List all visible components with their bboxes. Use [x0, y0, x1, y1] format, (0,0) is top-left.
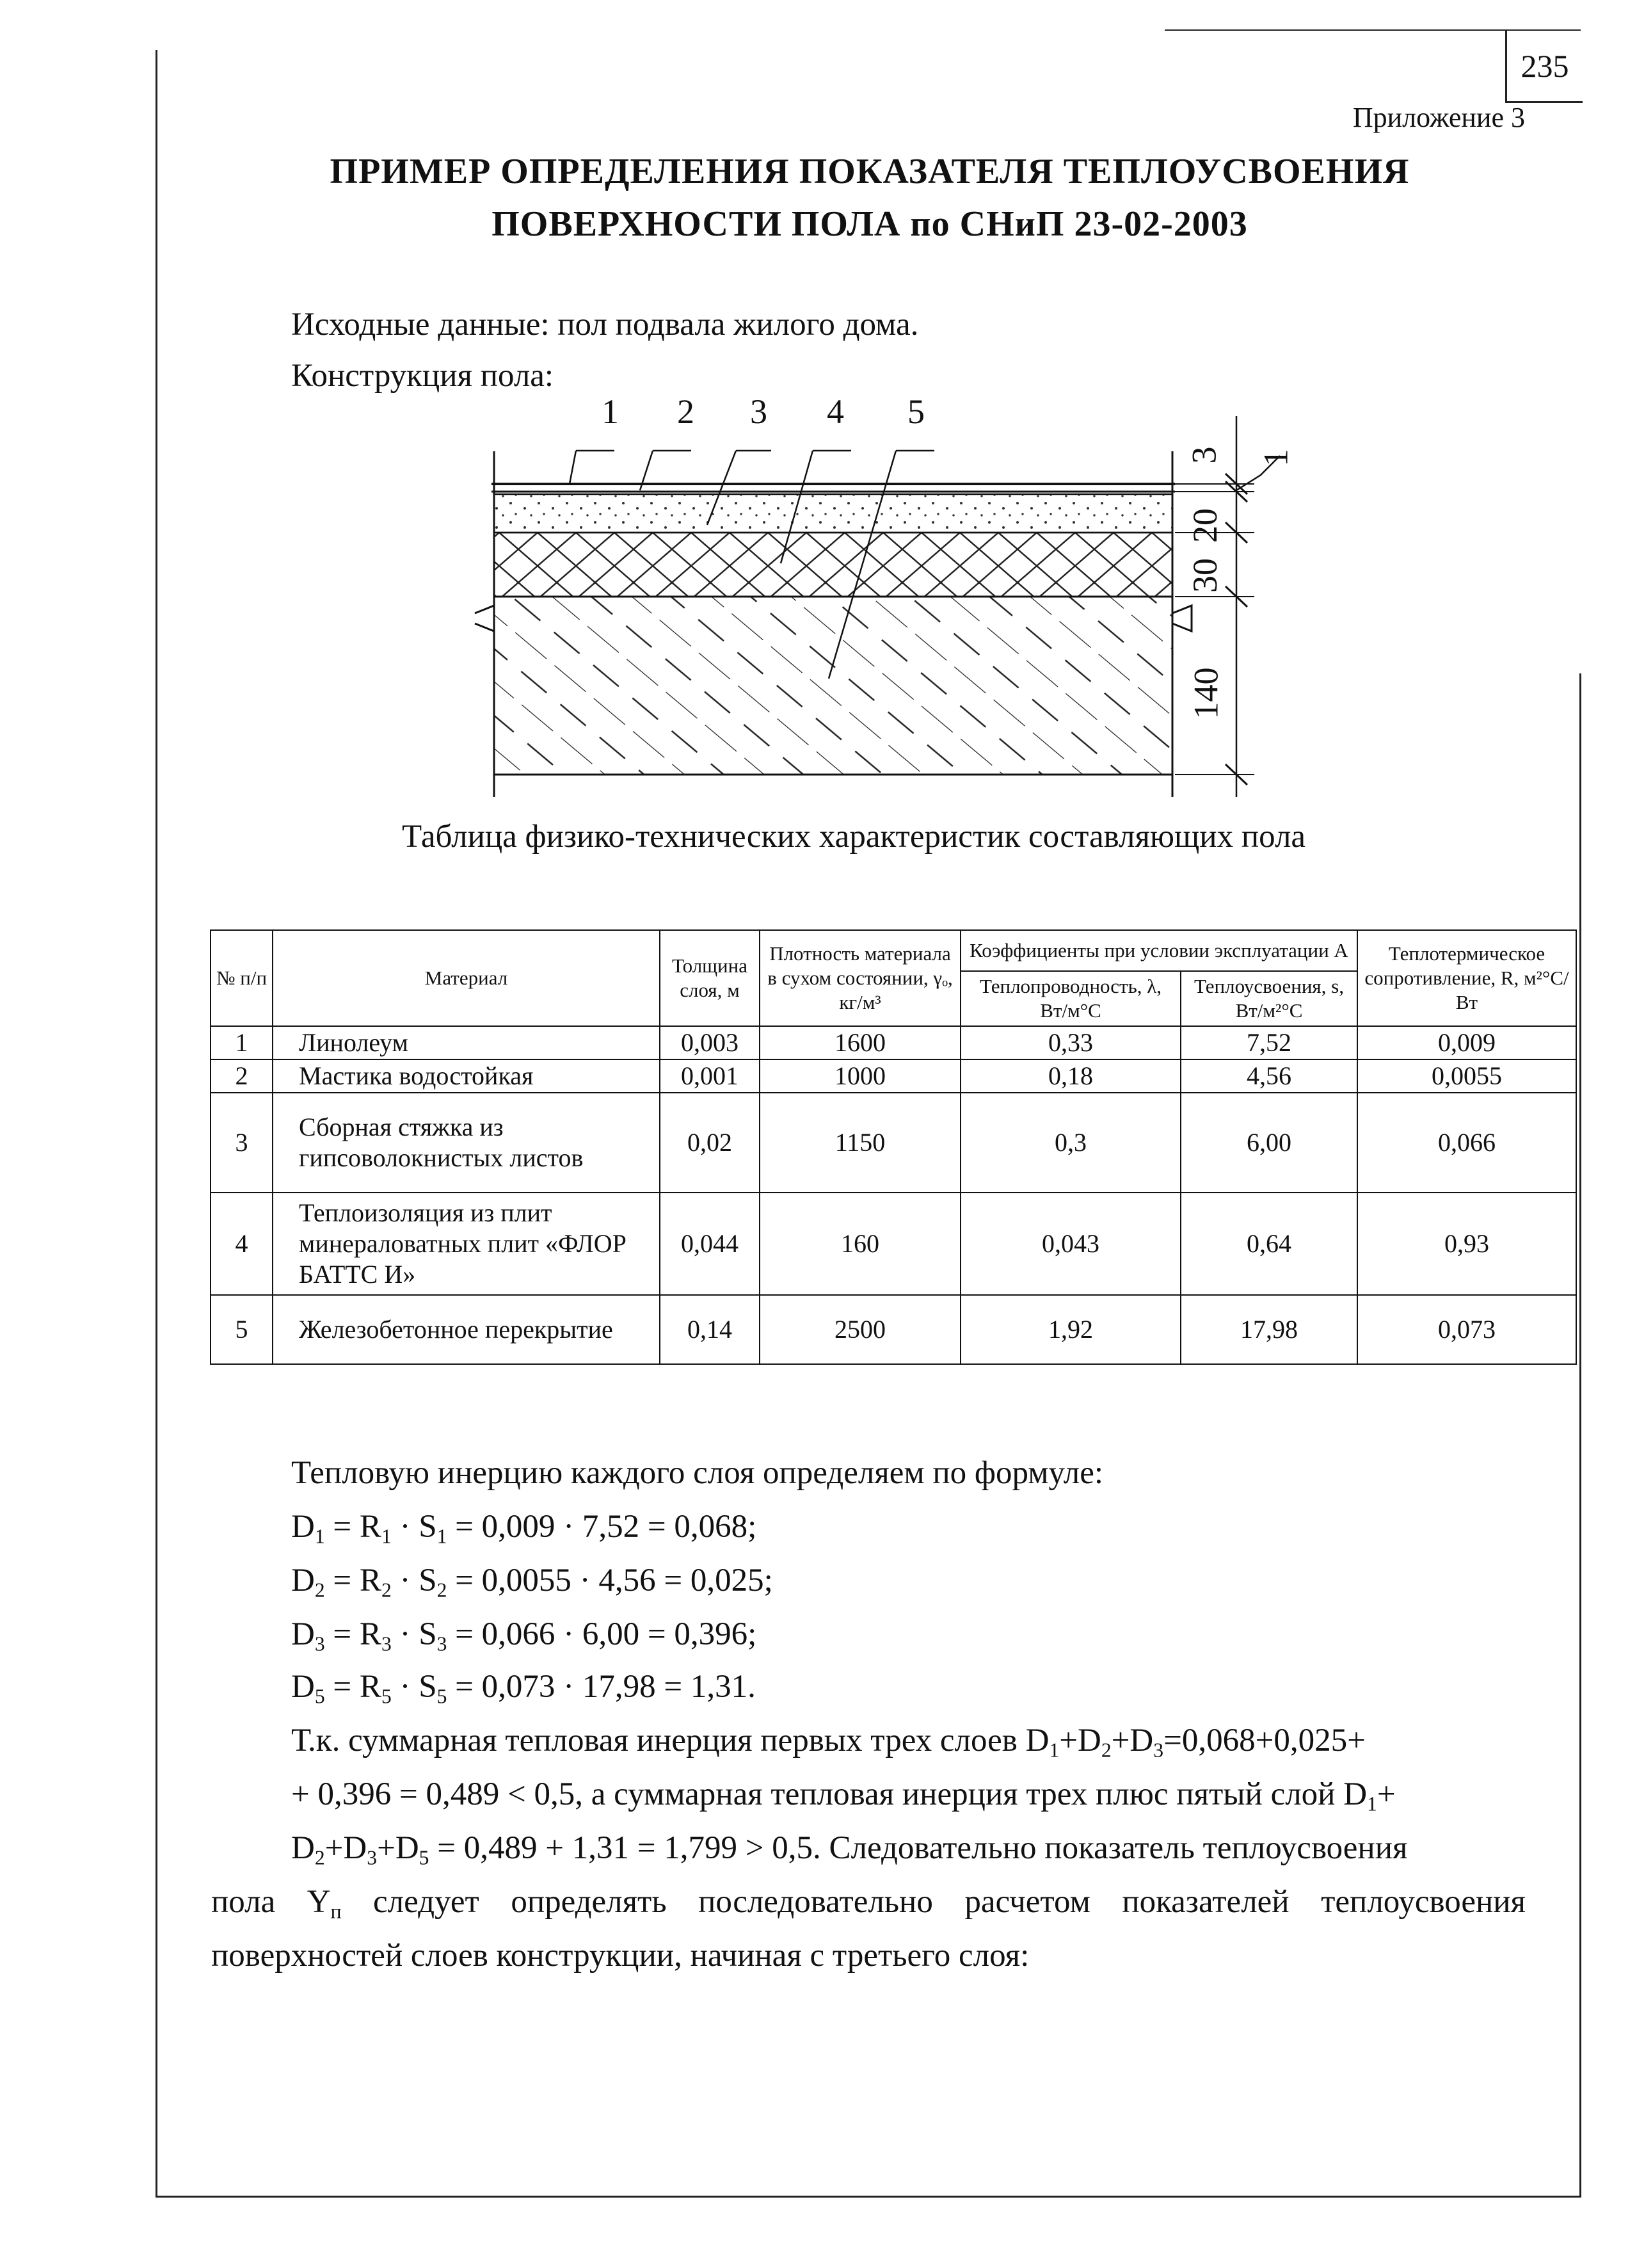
sum-line-1: Т.к. суммарная тепловая инерция первых трех слоев $D_1+D_2+D_3=0,068+0,025+$	[291, 1723, 1366, 1762]
table-row	[211, 1193, 1576, 1295]
cell-lambda: 0,043	[961, 1193, 1181, 1295]
initial-data-text: Исходные данные: пол подвала жилого дома.	[291, 307, 919, 342]
cell-thickness: 0,14	[660, 1295, 760, 1364]
header-resistance: Теплотермическое сопротивление, R, м²°С/Вт	[1357, 930, 1576, 1026]
cell-thickness: 0,044	[660, 1193, 760, 1295]
cell-s: 4,56	[1181, 1059, 1357, 1093]
cell-r: 0,009	[1357, 1026, 1576, 1059]
formula-d1: $D_1 = R_1 \cdot S_1 = 0,009 \cdot 7,52 = 0,068$;	[291, 1509, 757, 1548]
table-row	[211, 1295, 1576, 1364]
layer-label-2: 2	[677, 392, 694, 431]
screed-layer	[494, 494, 1172, 533]
table-row	[211, 1093, 1576, 1193]
floor-construction-diagram	[0, 0, 1637, 832]
construction-label: Конструкция пола:	[291, 358, 554, 394]
dimension-label-140: 140	[1186, 667, 1226, 720]
formula-d5: $D_5 = R_5 \cdot S_5 = 0,073 \cdot 17,98 = 1,31$.	[291, 1669, 756, 1708]
cell-density: 1150	[760, 1093, 961, 1193]
cell-material: Железобетонное перекрытие	[273, 1295, 660, 1364]
page-frame-bottom	[156, 2196, 1581, 2198]
cell-s: 0,64	[1181, 1193, 1357, 1295]
cell-material: Сборная стяжка из гипсоволокнистых листов	[273, 1093, 660, 1193]
layer-label-1: 1	[602, 392, 619, 431]
cell-r: 0,0055	[1357, 1059, 1576, 1093]
cell-density: 160	[760, 1193, 961, 1295]
cell-r: 0,073	[1357, 1295, 1576, 1364]
table-row	[211, 1026, 1576, 1059]
layer-label-3: 3	[750, 392, 767, 431]
cell-lambda: 0,18	[961, 1059, 1181, 1093]
sum-line-3: $D_2+D_3+D_5 = 0,489 + 1,31 = 1,799 > 0,5$. Следовательно показатель теплоусвоения	[291, 1830, 1408, 1869]
formula-d3: $D_3 = R_3 \cdot S_3 = 0,066 \cdot 6,00 = 0,396$;	[291, 1616, 757, 1655]
page-title-line2: ПОВЕРХНОСТИ ПОЛА по СНиП 23-02-2003	[491, 204, 1248, 244]
dimension-label-3: 3	[1185, 446, 1224, 464]
cell-material: Линолеум	[273, 1026, 660, 1059]
header-absorption: Теплоусвоения, s, Вт/м²°С	[1181, 971, 1357, 1026]
cell-density: 2500	[760, 1295, 961, 1364]
cell-lambda: 0,33	[961, 1026, 1181, 1059]
cell-s: 6,00	[1181, 1093, 1357, 1193]
page-title-line1: ПРИМЕР ОПРЕДЕЛЕНИЯ ПОКАЗАТЕЛЯ ТЕПЛОУСВОЕНИЯ	[330, 152, 1410, 191]
page-number: 235	[1505, 31, 1583, 103]
cell-r: 0,93	[1357, 1193, 1576, 1295]
cell-num: 2	[211, 1059, 273, 1093]
cell-thickness: 0,02	[660, 1093, 760, 1193]
layer-label-5: 5	[907, 392, 925, 431]
cell-density: 1000	[760, 1059, 961, 1093]
cell-num: 3	[211, 1093, 273, 1193]
header-material: Материал	[273, 930, 660, 1026]
cell-num: 5	[211, 1295, 273, 1364]
page-frame-right	[1579, 673, 1581, 2198]
cell-thickness: 0,003	[660, 1026, 760, 1059]
material-properties-table	[210, 929, 1577, 1365]
dimension-label-1: 1	[1256, 449, 1295, 467]
appendix-label: Приложение 3	[1352, 102, 1525, 133]
sum-line-2: + 0,396 = 0,489 < 0,5, а суммарная тепловая инерция трех плюс пятый слой $D_1+$	[291, 1776, 1396, 1815]
cell-material: Теплоизоляция из плит минераловатных плит «ФЛОР БАТТС И»	[273, 1193, 660, 1295]
insulation-layer	[494, 533, 1172, 597]
sum-line-5: поверхностей слоев конструкции, начиная с третьего слоя:	[211, 1938, 1030, 1974]
cell-material: Мастика водостойкая	[273, 1059, 660, 1093]
formula-intro: Тепловую инерцию каждого слоя определяем по формуле:	[291, 1455, 1103, 1491]
cell-s: 7,52	[1181, 1026, 1357, 1059]
header-thickness: Толщина слоя, м	[660, 930, 760, 1026]
table-row	[211, 1059, 1576, 1093]
cell-s: 17,98	[1181, 1295, 1357, 1364]
dimension-label-20: 20	[1186, 508, 1224, 543]
header-num: № п/п	[211, 930, 273, 1026]
header-density: Плотность материала в сухом состоянии, γₒ, кг/м³	[760, 930, 961, 1026]
cell-num: 4	[211, 1193, 273, 1295]
sum-line-4: пола $Y_п$ следует определять последовательно расчетом показателей теплоусвоения	[211, 1884, 1526, 1923]
cell-thickness: 0,001	[660, 1059, 760, 1093]
header-coefficients: Коэффициенты при условии эксплуатации А	[961, 930, 1357, 971]
formula-d2: $D_2 = R_2 \cdot S_2 = 0,0055 \cdot 4,56 = 0,025$;	[291, 1563, 773, 1602]
cell-r: 0,066	[1357, 1093, 1576, 1193]
cell-density: 1600	[760, 1026, 961, 1059]
header-conductivity: Теплопроводность, λ, Вт/м°С	[961, 971, 1181, 1026]
concrete-slab-layer	[494, 597, 1172, 775]
cell-lambda: 1,92	[961, 1295, 1181, 1364]
cell-lambda: 0,3	[961, 1093, 1181, 1193]
table-caption: Таблица физико-технических характеристик составляющих пола	[401, 819, 1306, 855]
cell-num: 1	[211, 1026, 273, 1059]
dimension-label-30: 30	[1186, 558, 1224, 593]
layer-label-4: 4	[827, 392, 844, 431]
